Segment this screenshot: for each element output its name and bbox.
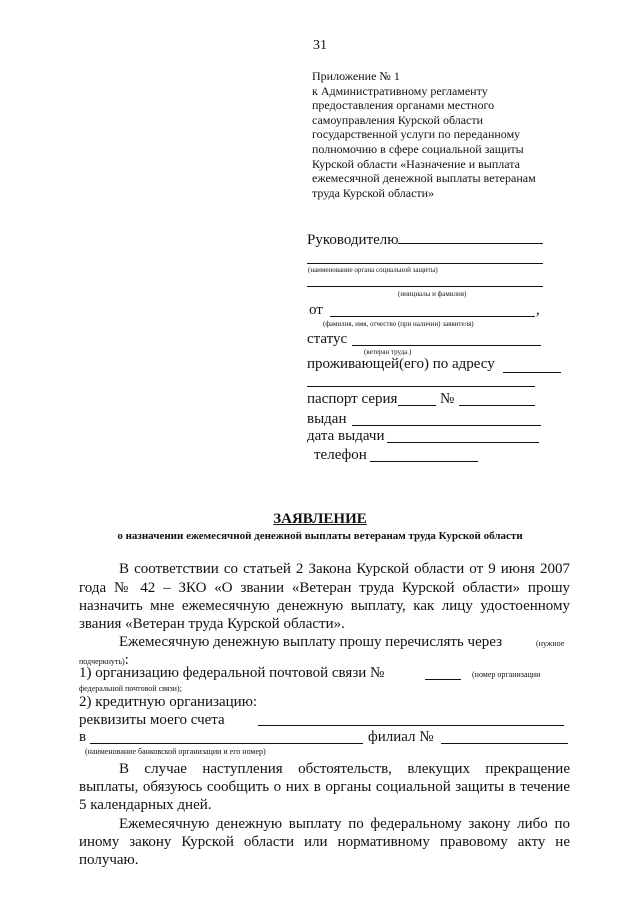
- initials-blank[interactable]: [307, 286, 543, 287]
- p1-line: В соответствии со статьей 2 Закона Курской области от 9 июня 2007: [119, 561, 570, 577]
- p3-line: В случае наступления обстоятельств, влекущих прекращение: [119, 761, 570, 777]
- bank-hint: (наименование банковской организации и его номер): [85, 747, 266, 756]
- from-line: [309, 302, 323, 319]
- status-blank[interactable]: [352, 345, 541, 346]
- recipient-label: Руководителю: [307, 232, 399, 248]
- issue-date-label: дата выдачи: [307, 428, 385, 444]
- from-comma: ,: [536, 302, 540, 318]
- branch-label: филиал №: [368, 729, 434, 745]
- p1-line: назначить мне ежемесячную денежную выплату, как лицу удостоенному: [79, 598, 570, 614]
- passport-line: [307, 391, 397, 408]
- residing-blank[interactable]: [503, 372, 561, 373]
- recipient-line: [307, 232, 543, 249]
- p4-line: иному закону Курской области или нормативному правовому акту не: [79, 834, 570, 850]
- recipient-blank[interactable]: [398, 242, 543, 244]
- statement-subtitle: о назначении ежемесячной денежной выплаты ветеранам труда Курской области: [117, 530, 523, 542]
- p4-line: Ежемесячную денежную выплату по федеральному закону либо по: [119, 816, 570, 832]
- p2-hint-b: подчеркнуть): [79, 657, 125, 666]
- p1-line: звания «Ветеран труда Курской области».: [79, 616, 345, 632]
- page-number: 31: [313, 38, 327, 53]
- phone-label: телефон: [314, 447, 367, 463]
- status-line: [307, 331, 347, 348]
- p3-line: выплаты, обязуюсь сообщить о них в органы социальной защиты в течение: [79, 779, 570, 795]
- appendix-line: труда Курской области»: [312, 185, 435, 200]
- phone-blank[interactable]: [370, 461, 478, 462]
- appendix-line: к Административному регламенту: [312, 83, 488, 98]
- option-postal-hint-b: федеральной почтовой связи);: [79, 684, 182, 693]
- option-postal: 1) организацию федеральной почтовой связи №: [79, 665, 385, 681]
- option-bank: 2) кредитную организацию:: [79, 694, 258, 710]
- passport-label: паспорт серия: [307, 391, 398, 407]
- branch-number-blank[interactable]: [441, 743, 568, 744]
- residing-line: [307, 356, 495, 373]
- postal-number-blank[interactable]: [425, 679, 461, 680]
- p2-hint-a: (нужное: [536, 639, 565, 648]
- status-hint: (ветеран труда.): [364, 348, 412, 356]
- address-blank[interactable]: [307, 386, 535, 387]
- issue-date-blank[interactable]: [387, 442, 539, 443]
- p2-main: Ежемесячную денежную выплату прошу перечислять через: [119, 634, 502, 650]
- from-label: от: [309, 302, 323, 318]
- passport-number-blank[interactable]: [459, 405, 535, 406]
- appendix-line: Приложение № 1: [312, 69, 400, 83]
- issued-label: выдан: [307, 411, 347, 427]
- appendix-line: ежемесячной денежной выплаты ветеранам: [312, 171, 536, 186]
- fio-hint: (фамилия, имя, отчество (при наличии) заявителя): [323, 320, 474, 328]
- appendix-line: полномочию в сфере социальной защиты: [312, 141, 524, 156]
- appendix-line: Курской области «Назначение и выплата: [312, 156, 521, 171]
- from-blank[interactable]: [330, 316, 535, 317]
- residing-label: проживающей(его) по адресу: [307, 356, 495, 372]
- p2-colon: :: [124, 652, 129, 668]
- issued-blank[interactable]: [352, 425, 541, 426]
- bank-in-label: в: [79, 729, 87, 745]
- org-name-hint: (наименование органа социальной защиты): [308, 266, 438, 274]
- passport-series-blank[interactable]: [398, 405, 436, 406]
- p1-line: года № 42 – ЗКО «О звании «Ветеран труда Курской области» прошу: [79, 580, 570, 596]
- org-name-blank[interactable]: [307, 263, 543, 264]
- appendix-reference: [312, 69, 582, 200]
- option-postal-hint-a: (номер организации: [472, 670, 541, 679]
- passport-number-label: №: [440, 391, 455, 407]
- account-label: реквизиты моего счета: [79, 712, 225, 728]
- appendix-line: предоставления органами местного: [312, 98, 495, 113]
- initials-hint: (инициалы и фамилия): [398, 290, 467, 298]
- p3-line: 5 календарных дней.: [79, 797, 212, 813]
- account-blank[interactable]: [258, 725, 564, 726]
- bank-name-blank[interactable]: [90, 743, 363, 744]
- appendix-line: самоуправления Курской области: [312, 112, 484, 127]
- p4-line: получаю.: [79, 852, 139, 868]
- appendix-line: государственной услуги по переданному: [312, 127, 521, 142]
- statement-title: ЗАЯВЛЕНИЕ: [273, 511, 367, 527]
- status-label: статус: [307, 331, 348, 347]
